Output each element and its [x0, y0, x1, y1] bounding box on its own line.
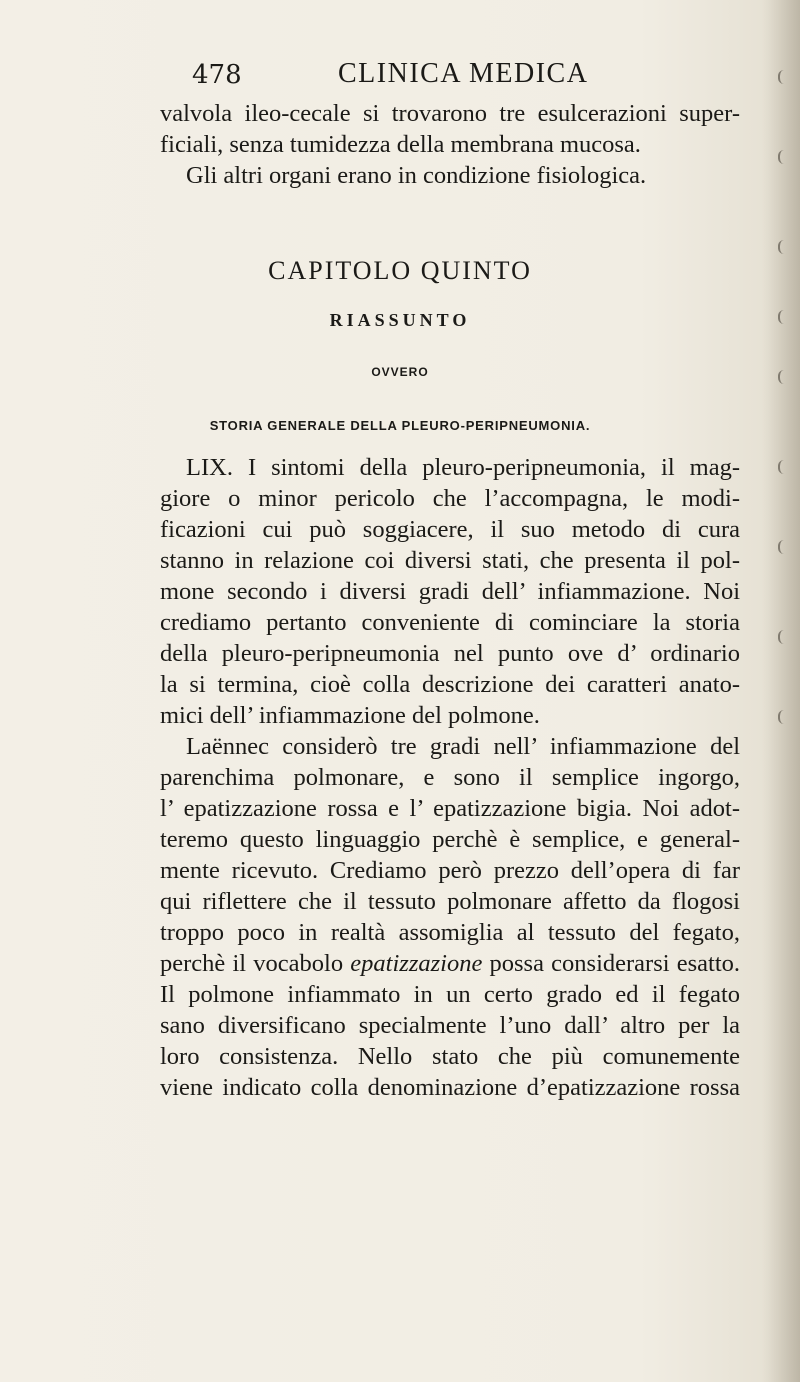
text-line: LIX. I sintomi della pleuro-peripneumonia, il mag- — [186, 454, 740, 481]
text-line: Gli altri organi erano in condizione fisiologica. — [186, 162, 647, 189]
chapter-subtitle: RIASSUNTO — [329, 310, 471, 330]
text-line: sano diversificano specialmente l’uno dall’ altro per la — [160, 1012, 740, 1039]
running-title: CLINICA MEDICA — [338, 58, 589, 89]
italic-term: epatizzazione — [350, 950, 483, 977]
text-segment: perchè il vocabolo — [160, 950, 351, 977]
text-line: loro consistenza. Nello stato che più comunemente — [160, 1043, 740, 1070]
text-line: la si termina, cioè colla descrizione dei caratteri anato- — [160, 671, 740, 698]
chapter-description: STORIA GENERALE DELLA PLEURO-PERIPNEUMONIA. — [209, 418, 591, 433]
continuation-paragraph — [160, 98, 740, 191]
text-line: crediamo pertanto conveniente di cominciare la storia — [160, 609, 740, 636]
text-line: qui riflettere che il tessuto polmonare affetto da flogosi — [160, 888, 740, 915]
text-line: troppo poco in realtà assomiglia al tessuto del fegato, — [160, 919, 740, 946]
text-line-italic — [160, 948, 740, 979]
text-line: giore o minor pericolo che l’accompagna, le modi- — [160, 485, 740, 512]
text-line: mone secondo i diversi gradi dell’ infiammazione. Noi — [160, 578, 740, 605]
page-header — [0, 58, 800, 98]
text-line: teremo questo linguaggio perchè è semplice, e general- — [160, 826, 740, 853]
text-line: parenchima polmonare, e sono il semplice ingorgo, — [160, 764, 740, 791]
main-body — [160, 452, 740, 1103]
text-line: della pleuro-peripneumonia nel punto ove d’ ordinario — [160, 640, 740, 667]
text-line: ficiali, senza tumidezza della membrana mucosa. — [160, 131, 641, 158]
text-line: ficazioni cui può soggiacere, il suo metodo di cura — [160, 516, 740, 543]
chapter-title: CAPITOLO QUINTO — [268, 256, 532, 285]
text-line: mente ricevuto. Crediamo però prezzo dell’opera di far — [160, 857, 740, 884]
text-line: stanno in relazione coi diversi stati, che presenta il pol- — [160, 547, 740, 574]
text-line: Il polmone infiammato in un certo grado ed il fegato — [160, 981, 740, 1008]
text-line: Laënnec considerò tre gradi nell’ infiammazione del — [186, 733, 740, 760]
chapter-connector: OVVERO — [371, 365, 429, 379]
page-number: 478 — [192, 60, 242, 90]
text-line: valvola ileo-cecale si trovarono tre esulcerazioni super- — [160, 100, 740, 127]
text-segment: possa considerarsi esatto. — [482, 950, 741, 977]
text-line: viene indicato colla denominazione d’epatizzazione rossa — [160, 1074, 740, 1101]
text-line: l’ epatizzazione rossa e l’ epatizzazione bigia. Noi adot- — [160, 795, 740, 822]
text-line: mici dell’ infiammazione del polmone. — [160, 702, 540, 729]
